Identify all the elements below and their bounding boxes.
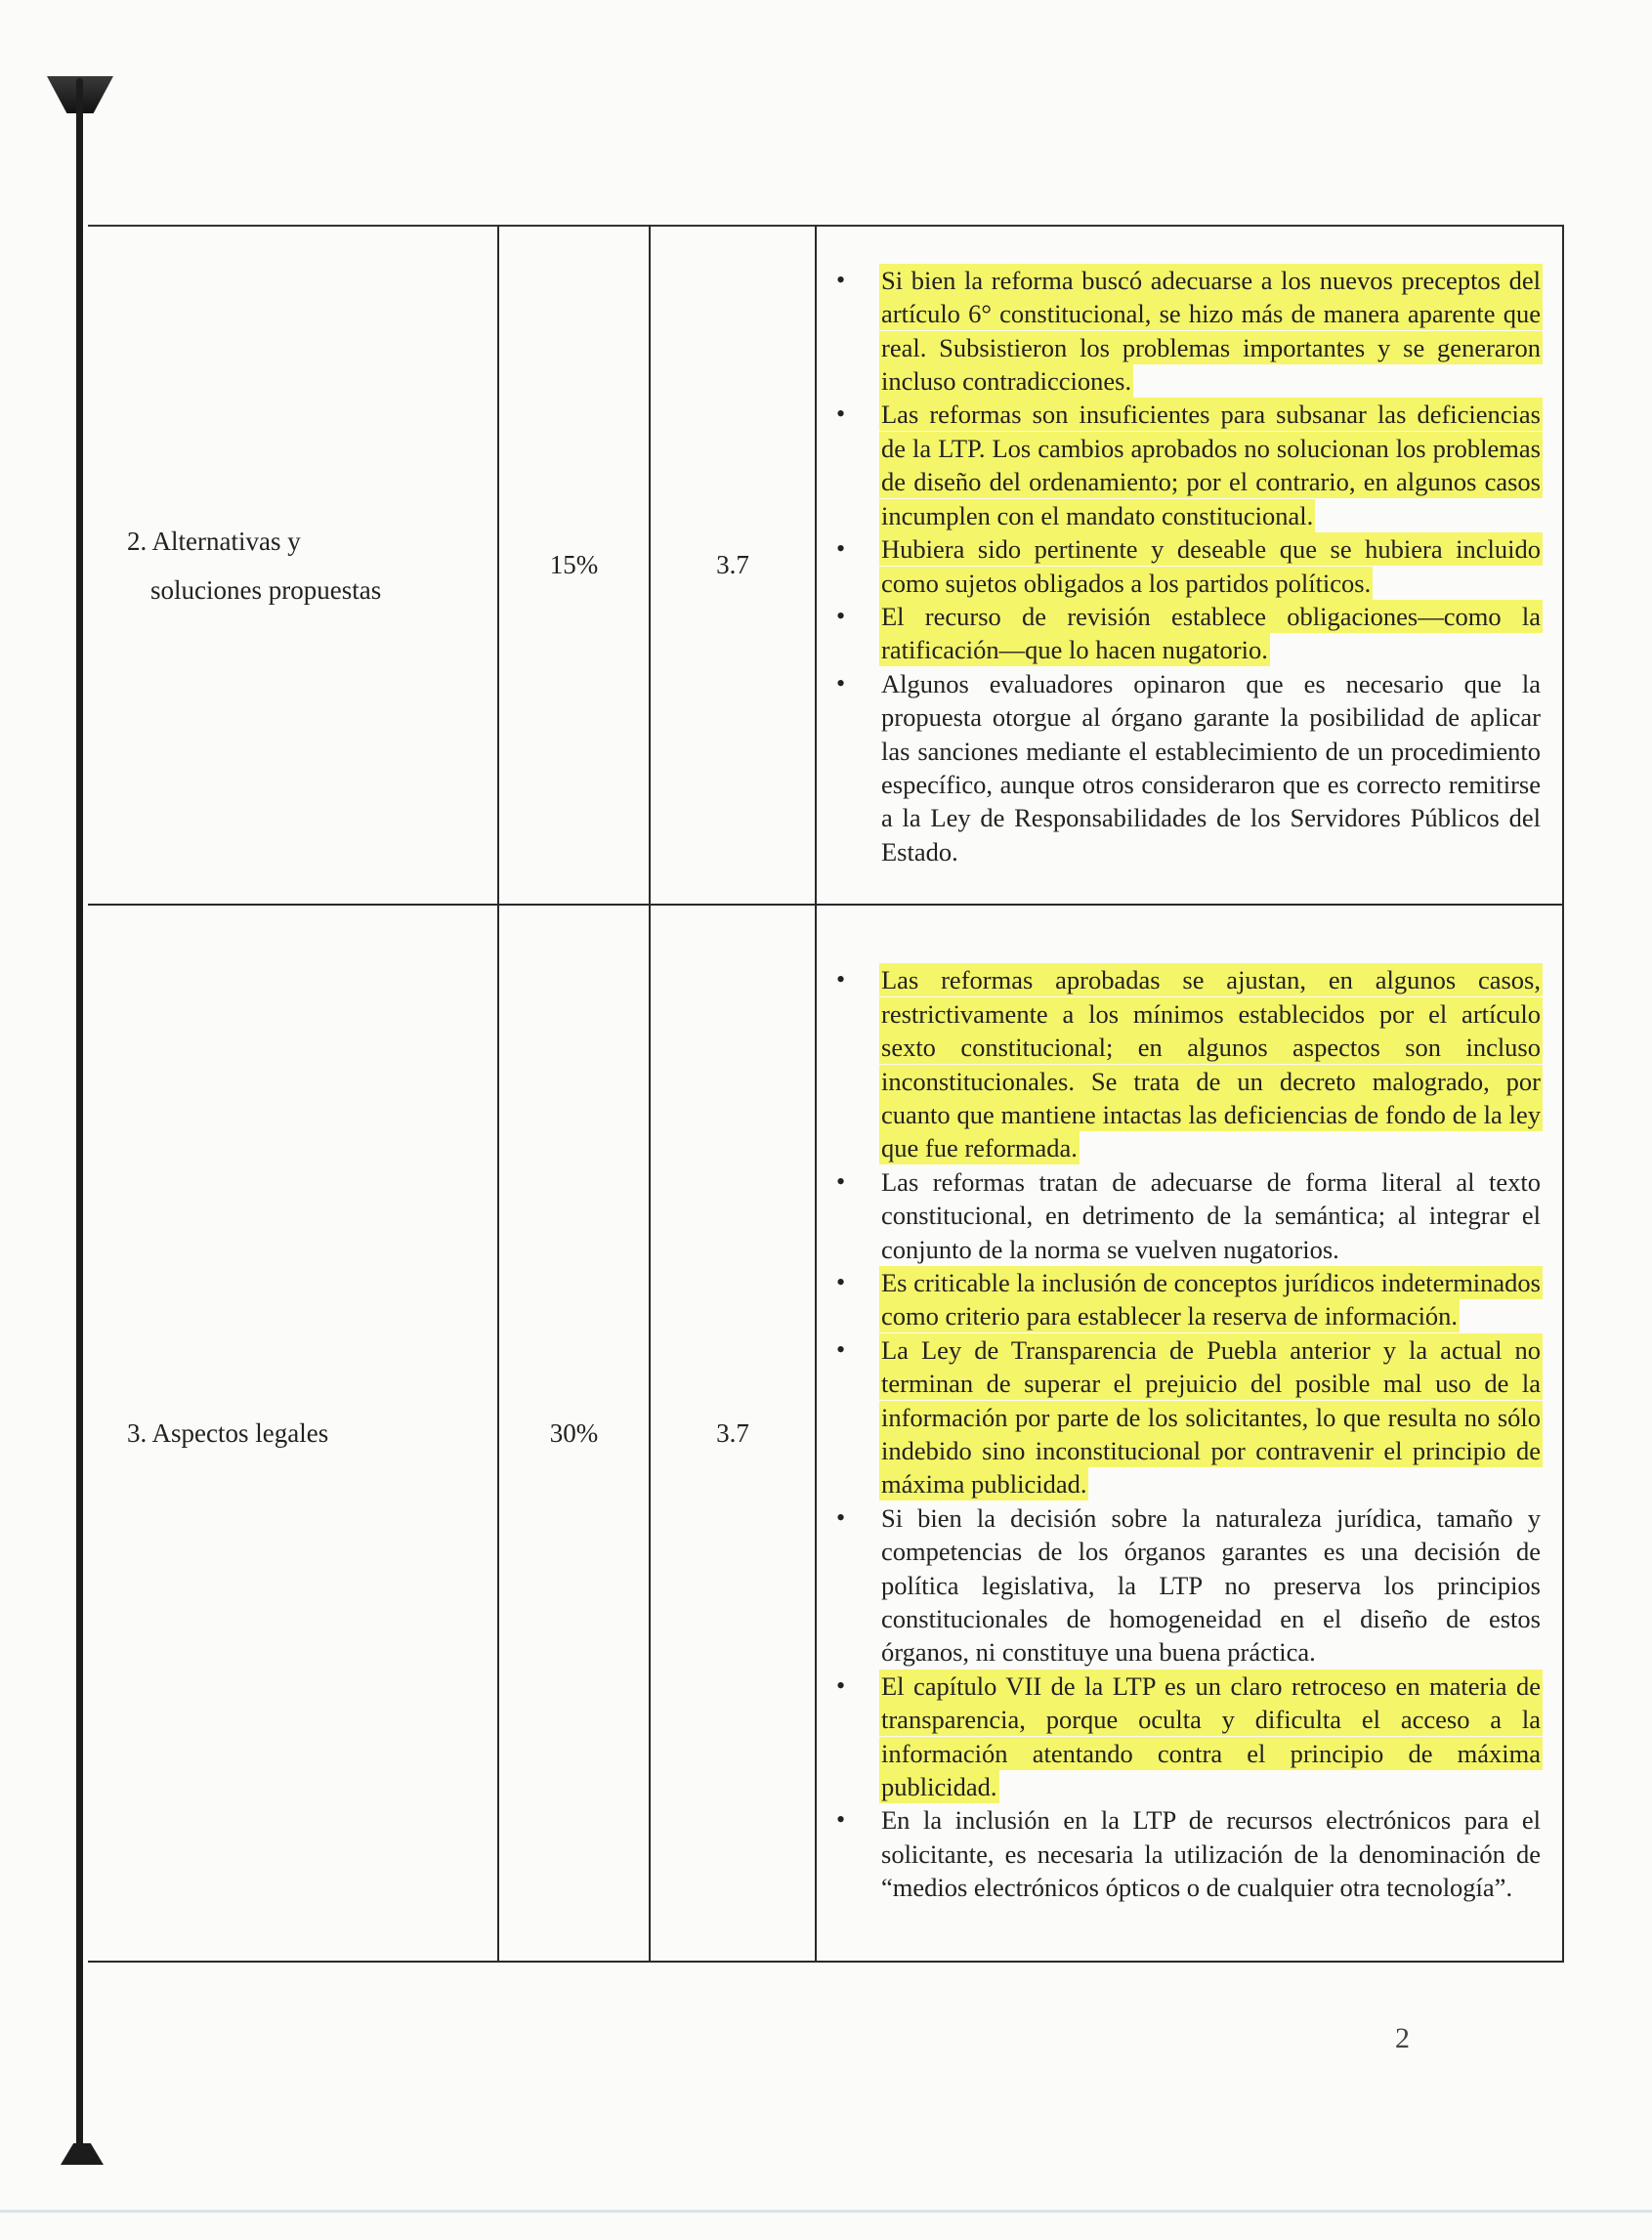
highlighted-text: Si bien la reforma buscó adecuarse a los nuevos preceptos del artículo 6° constitucional, se hizo más de manera aparente que real. Subsistieron los problemas importantes y se generaron incluso contradicciones. <box>881 265 1541 397</box>
highlighted-text: Las reformas aprobadas se ajustan, en algunos casos, restrictivamente a los mínimos establecidos por el artículo sexto constitucional; en algunos aspectos son incluso inconstitucionales. Se trata de un decreto malogrado, por cuanto que mantiene intactas las deficiencias de fondo de la ley que fue reformada. <box>881 965 1541 1163</box>
observation-item <box>830 1165 1541 1266</box>
observation-item <box>830 667 1541 868</box>
page-number: 2 <box>1395 2022 1410 2054</box>
observation-item <box>830 600 1541 667</box>
observation-item <box>830 963 1541 1164</box>
observation-text: Las reformas tratan de adecuarse de forma literal al texto constitucional, en detrimento de la semántica; al integrar el conjunto de la norma se vuelven nugatorios. <box>881 1166 1541 1264</box>
score-cell: 3.7 <box>650 905 816 1962</box>
page-bottom-edge <box>0 2210 1652 2213</box>
observations-cell <box>816 226 1563 905</box>
observation-item <box>830 1669 1541 1804</box>
binder-spine <box>76 78 83 2159</box>
observation-text: En la inclusión en la LTP de recursos electrónicos para el solicitante, es necesaria la utilización de la denominación de “medios electrónicos ópticos o de cualquier otra tecnología”. <box>881 1805 1541 1903</box>
observations-list <box>830 264 1541 868</box>
highlighted-text: La Ley de Transparencia de Puebla anterior y la actual no terminan de superar el prejuicio del posible mal uso de la información por parte de los solicitantes, lo que resulta no sólo indebido sino inconstitucional por contravenir el principio de máxima publicidad. <box>881 1334 1541 1500</box>
observation-text: Algunos evaluadores opinaron que es necesario que la propuesta otorgue al órgano garante la posibilidad de aplicar las sanciones mediante el establecimiento de un procedimiento específico, aunque otros consideraron que es correcto remitirse a la Ley de Responsabilidades de los Servidores Públicos del Estado. <box>881 668 1541 866</box>
highlighted-text: El capítulo VII de la LTP es un claro retroceso en materia de transparencia, porque oculta y dificulta el acceso a la información atentando contra el principio de máxima publicidad. <box>881 1670 1541 1802</box>
observation-item <box>830 1501 1541 1669</box>
observation-item <box>830 398 1541 532</box>
observation-item <box>830 532 1541 600</box>
observation-item <box>830 1333 1541 1501</box>
highlighted-text: Las reformas son insuficientes para subsanar las deficiencias de la LTP. Los cambios aprobados no solucionan los problemas de diseño del ordenamiento; por el contrario, en algunos casos incumplen con el mandato constitucional. <box>881 400 1541 530</box>
observation-text: Si bien la decisión sobre la naturaleza jurídica, tamaño y competencias de los órganos garantes es una decisión de política legislativa, la LTP no preserva los principios constitucionales de homogeneidad en el diseño de estos órganos, ni constituye una buena práctica. <box>881 1502 1541 1668</box>
table-row <box>88 226 1563 905</box>
criterion-cell <box>88 905 498 1962</box>
weight-cell: 30% <box>498 905 650 1962</box>
observations-list <box>830 963 1541 1904</box>
highlighted-text: Es criticable la inclusión de conceptos jurídicos indeterminados como criterio para establecer la reserva de información. <box>881 1267 1541 1331</box>
table-row <box>88 905 1563 1962</box>
binder-clip-bottom <box>61 2143 104 2165</box>
observation-item <box>830 1803 1541 1904</box>
highlighted-text: El recurso de revisión establece obligaciones—como la ratificación—que lo hacen nugatorio. <box>881 601 1541 665</box>
criterion-label-continued: soluciones propuestas <box>150 574 382 605</box>
criterion-cell <box>88 226 498 905</box>
observation-item <box>830 264 1541 399</box>
observations-cell <box>816 905 1563 1962</box>
criterion-label: 2. Alternativas y <box>127 526 301 556</box>
weight-cell: 15% <box>498 226 650 905</box>
criterion-label: 3. Aspectos legales <box>127 1418 329 1448</box>
score-cell: 3.7 <box>650 226 816 905</box>
observation-item <box>830 1266 1541 1333</box>
evaluation-table <box>88 225 1564 1963</box>
highlighted-text: Hubiera sido pertinente y deseable que se hubiera incluido como sujetos obligados a los partidos políticos. <box>881 534 1541 598</box>
